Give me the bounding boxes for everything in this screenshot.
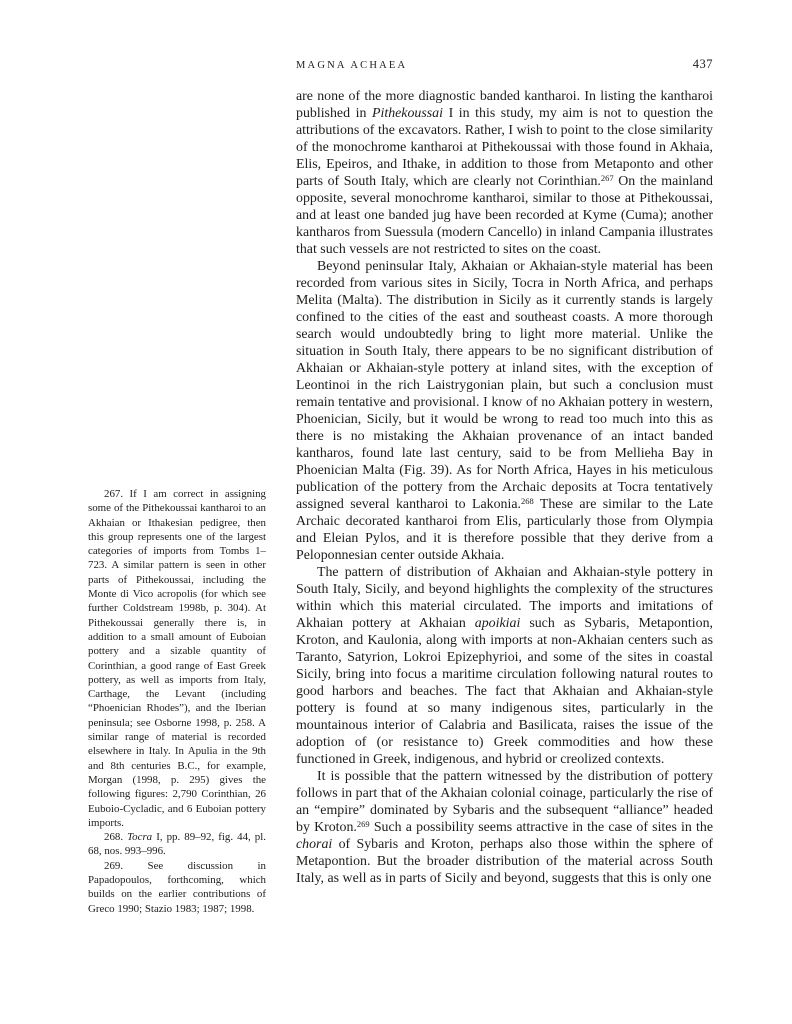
running-head-title: MAGNA ACHAEA (296, 60, 408, 71)
paragraph-3: The pattern of distribution of Akhaian and Akhaian-style pottery in South Italy, Sicily, and beyond highlights the complexity of the structures within which this material circulated. The imports and imitations of Akhaian pottery at Akhaian apoikiai such as Sybaris, Metapontion, Kroton, and Kaulonia, along with imports at non-Akhaian centers such as Taranto, Satyrion, Lokroi Epizephyrioi, and some of the sites in coastal Sicily, bring into focus a maritime circulation following natural routes to good harbors and beaches. The fact that Akhaian and Akhaian-style pottery is found at so many indigenous sites, particularly in the mountainous interior of Calabria and Basilicata, raises the issue of the adoption of (or resistance to) Greek commodities and how these functioned in Greek, indigenous, and hybrid or creolized contexts. (296, 565, 714, 767)
paragraph-4: It is possible that the pattern witnessed by the distribution of pottery follows in part that of the Akhaian colonial coinage, particularly the rise of an “empire” dominated by Sybaris and the subsequent “alliance” headed by Kroton.$^{269}$ Such a possibility seems attractive in the case of sites in the chorai of Sybaris and Kroton, perhaps also those within the sphere of Metapontion. But the broader distribution of the material across South Italy, as well as in parts of Sicily and beyond, suggests that this is only one (296, 769, 713, 886)
main-text-column (296, 88, 713, 887)
footnote-269: 269. See discussion in Papadopoulos, forthcoming, which builds on the earlier contributions of Greco 1990; Stazio 1983; 1987; 1998. (88, 859, 266, 915)
footnote-268: 268. Tocra I, pp. 89–92, fig. 44, pl. 68, nos. 993–996. (88, 831, 266, 858)
page-number: 437 (692, 57, 713, 71)
paragraph-2: Beyond peninsular Italy, Akhaian or Akhaian-style material has been recorded from various sites in Sicily, Tocra in North Africa, and perhaps Melita (Malta). The distribution in Sicily as it currently stands is largely confined to the cities of the east and southeast coasts. A more thorough search would undoubtedly bring to light more material. Unlike the situation in South Italy, there appears to be no significant distribution of Akhaian or Akhaian-style pottery at inland sites, with the exception of Leontinoi in the rich Laistrygonian plain, but such a conclusion must remain tentative and provisional. I know of no Akhaian pottery in western, Phoenician, Sicily, but it would be wrong to read too much into this as there is no mistaking the Akhaian provenance of an intact banded kantharos, found late last century, said to be from Mellieha Bay in Phoenician Malta (Fig. 39). As for North Africa, Hayes in his meticulous publication of the pottery from the Archaic deposits at Tocra tentatively assigned several kantharoi to Lakonia.$^{268}$ These are similar to the Late Archaic decorated kantharoi from Elis, particularly those from Olympia and Eleian Pylos, and it is therefore possible that they derive from a Peloponnesian center outside Akhaia. (296, 259, 713, 563)
footnote-267: 267. If I am correct in assigning some of the Pithekoussai kantharoi to an Akhaian or Ithakesian pedigree, then this group represents one of the largest categories of imports from Tombs 1–723. A similar pattern is seen in other parts of Pithekoussai, including the Monte di Vico acropolis (for which see further Coldstream 1998b, p. 304). At Pithekoussai generally there is, in addition to a small amount of Euboian pottery and a sizable quantity of Corinthian, a good range of East Greek pottery, as well as imports from Italy, Carthage, the Levant (including “Phoenician Rhodes”), and the Iberian peninsula; see Osborne 1998, p. 258. A similar range of material is recorded elsewhere in Italy. In Apulia in the 9th and 8th centuries B.C., for example, Morgan (1998, p. 295) gives the following figures: 2,790 Corinthian, 26 Euboio-Cycladic, and 6 Euboian pottery imports. (88, 488, 266, 829)
running-head (296, 57, 713, 72)
footnote-column (88, 487, 266, 916)
paragraph-1: are none of the more diagnostic banded kantharoi. In listing the kantharoi published in Pithekoussai I in this study, my aim is not to question the attributions of the excavators. Rather, I wish to point to the close similarity of the monochrome kantharoi at Pithekoussai with those found in Akhaia, Elis, Epeiros, and Ithake, in addition to those from Metaponto and other parts of South Italy, which are clearly not Corinthian.$^{267}$ On the mainland opposite, several monochrome kantharoi, similar to those at Pithekoussai, and at least one banded jug have been recorded at Kyme (Cuma); another kantharos from Suessula (modern Cancello) in inland Campania illustrates that such vessels are not restricted to sites on the coast. (296, 89, 714, 257)
